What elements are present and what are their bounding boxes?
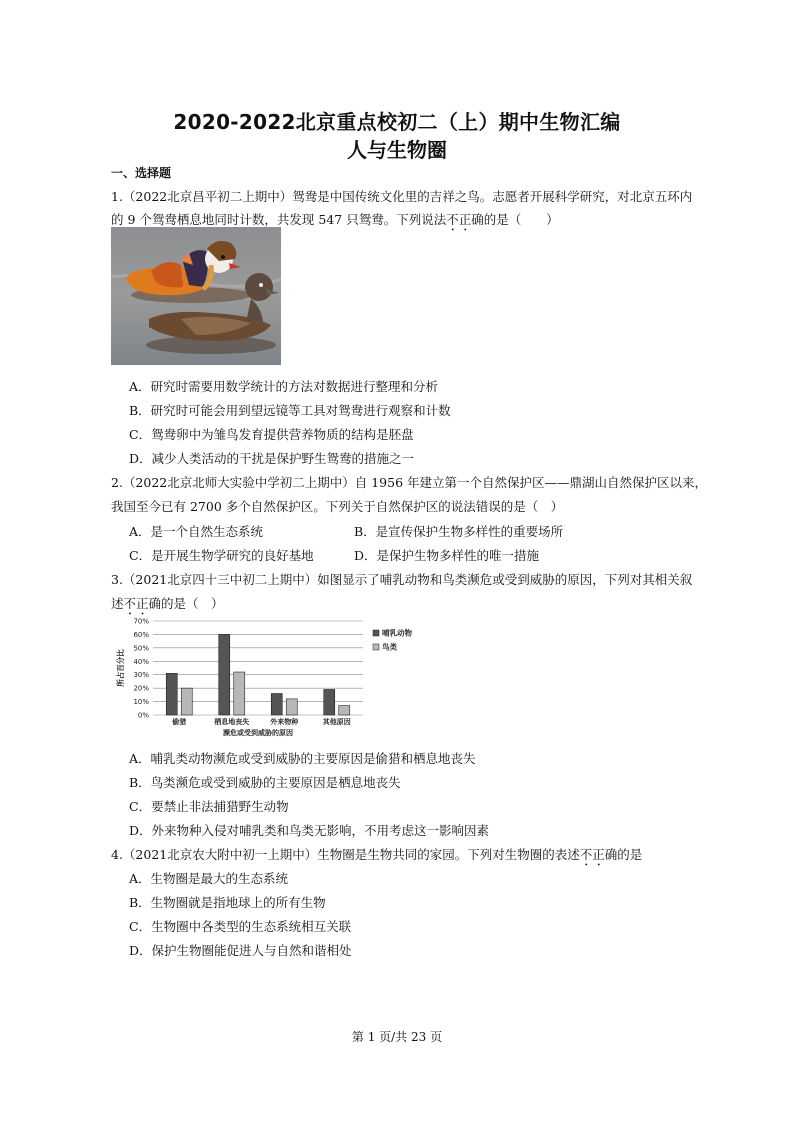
q3-option-c: C．要禁止非法捕猎野生动物 (129, 799, 289, 814)
q1-text-a: 的 9 个鸳鸯栖息地同时计数，共发现 547 只鸳鸯。下列说法 (111, 212, 447, 227)
legend-swatch (373, 644, 379, 650)
y-tick-label: 30% (133, 671, 149, 680)
q4-option-d: D．保护生物圈能促进人与自然和谐相处 (129, 943, 352, 958)
y-tick-label: 50% (133, 644, 149, 653)
legend-label: 哺乳动物 (382, 628, 412, 638)
document-subtitle: 人与生物圈 (347, 138, 447, 162)
section-heading: 一、选择题 (111, 166, 172, 180)
q1-option-c: C．鸳鸯卵中为雏鸟发育提供营养物质的结构是胚盘 (129, 427, 414, 442)
page-footer: 第 1 页/共 23 页 (351, 1030, 443, 1044)
x-tick-label: 栖息地丧失 (214, 718, 250, 726)
x-tick-label: 偷猎 (172, 718, 187, 726)
y-tick-label: 40% (133, 657, 149, 666)
bar-1-3 (339, 706, 350, 715)
q3-emphasis: 不正 (123, 596, 149, 611)
question-4-text (111, 845, 642, 869)
y-tick-label: 70% (133, 617, 149, 626)
threat-causes-chart (111, 613, 421, 743)
q1-option-d: D．减少人类活动的干扰是保护野生鸳鸯的措施之一 (129, 451, 415, 466)
x-tick-label: 其他原因 (322, 718, 351, 726)
bar-0-0 (166, 673, 177, 715)
bar-1-2 (286, 699, 297, 715)
question-2-text-line2: 我国至今已有 2700 多个自然保护区。下列关于自然保护区的说法错误的是（ ） (111, 499, 564, 514)
document-title: 2020-2022北京重点校初二（上）期中生物汇编 (173, 110, 621, 134)
y-tick-label: 60% (133, 630, 149, 639)
q4-text-b: 确的是 (604, 847, 643, 862)
y-axis-label: 所占百分比 (116, 649, 125, 687)
x-axis-label: 濒危或受到威胁的原因 (223, 729, 293, 737)
q3-option-d: D．外来物种入侵对哺乳类和鸟类无影响，不用考虑这一影响因素 (129, 823, 490, 838)
bar-1-1 (234, 672, 245, 715)
y-tick-label: 20% (133, 684, 149, 693)
q4-option-c: C．生物圈中各类型的生态系统相互关联 (129, 919, 352, 934)
legend-swatch (373, 630, 379, 636)
x-tick-label: 外来物种 (270, 718, 299, 726)
q2-option-a: A．是一个自然生态系统 (129, 524, 264, 539)
bar-0-1 (219, 634, 230, 715)
q2-option-d: D．是保护生物多样性的唯一措施 (354, 548, 540, 563)
q2-option-c: C．是开展生物学研究的良好基地 (129, 548, 314, 563)
question-1-text: 1.（2022北京昌平初二上期中）鸳鸯是中国传统文化里的吉祥之鸟。志愿者开展科学研究，对北京五环内 (111, 189, 693, 204)
q4-option-b: B．生物圈就是指地球上的所有生物 (129, 895, 326, 910)
q4-text-a: 4.（2021北京农大附中初一上期中）生物圈是生物共同的家园。下列对生物圈的表述 (111, 847, 580, 862)
bar-0-3 (324, 689, 335, 715)
q4-option-a: A．生物圈是最大的生态系统 (129, 871, 289, 886)
question-2-text: 2.（2022北京北师大实验中学初二上期中）自 1956 年建立第一个自然保护区——鼎湖山自然保护区以来， (111, 475, 707, 490)
q3-text-a: 述 (111, 596, 124, 611)
q1-text-b: 确的是（ ） (471, 212, 559, 227)
legend-label: 鸟类 (382, 642, 397, 652)
q1-option-a: A．研究时需要用数学统计的方法对数据进行整理和分析 (129, 379, 439, 394)
question-3-text: 3.（2021北京四十三中初二上期中）如图显示了哺乳动物和鸟类濒危或受到威胁的原因，下列对其相关叙 (111, 572, 693, 587)
bar-1-0 (181, 688, 192, 715)
mandarin-duck-photo (111, 227, 281, 365)
bar-chart (111, 613, 421, 743)
y-tick-label: 10% (133, 698, 149, 707)
y-tick-label: 0% (137, 711, 149, 720)
bar-0-2 (271, 694, 282, 715)
q2-option-b: B．是宣传保护生物多样性的重要场所 (354, 524, 564, 539)
q3-text-b: 确的是（ ） (148, 596, 224, 611)
q1-emphasis: 不正 (446, 212, 472, 227)
q4-emphasis: 不正 (579, 847, 605, 862)
q3-option-b: B．鸟类濒危或受到威胁的主要原因是栖息地丧失 (129, 775, 401, 790)
q1-option-b: B．研究时可能会用到望远镜等工具对鸳鸯进行观察和计数 (129, 403, 451, 418)
q3-option-a: A．哺乳类动物濒危或受到威胁的主要原因是偷猎和栖息地丧失 (129, 751, 476, 766)
